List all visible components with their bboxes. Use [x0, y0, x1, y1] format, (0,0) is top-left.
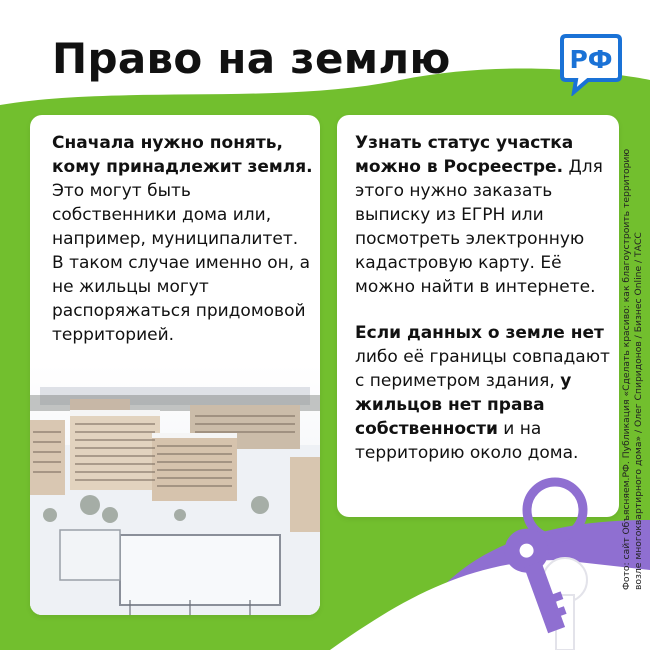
right-card-lead: Узнать статус участка можно в Росреестре. — [355, 133, 574, 177]
left-card-body: Это могут быть собственники дома или, например, муниципалитет. В таком случае именно он, а не жильцы могут распоряжаться придомовой территорией. — [52, 181, 310, 345]
rf-logo-icon — [558, 30, 624, 96]
left-card-lead: Сначала нужно понять, кому принадлежит земля. — [52, 133, 313, 177]
right-card-body-1: Для этого нужно заказать выписку из ЕГРН или посмотреть электронную кадастровую карту. Её можно найти в интернете. — [355, 157, 603, 297]
keys-icon — [470, 470, 630, 650]
right-card-body-3: и на территорию около дома. — [355, 419, 579, 463]
right-card-bold-2: у жильцов нет права собственности — [355, 371, 572, 439]
left-card-text — [52, 131, 314, 347]
right-card-paragraph-1 — [355, 131, 617, 299]
key-ring — [527, 482, 583, 538]
photo-credit-caption: Фото: сайт Объясняем.РФ. Публикация «Сделать красиво: как благоустроить территорию возле многоквартирного дома» / Олег Спиридонов / Бизнес Online / ТАСС — [621, 148, 644, 590]
snowy-apartments-photo — [30, 365, 320, 615]
right-card-body-2: либо её границы совпадают с периметром здания, — [355, 347, 610, 391]
right-card-bold-1: Если данных о земле нет — [355, 323, 604, 343]
left-card — [30, 115, 320, 615]
right-card-text — [355, 131, 617, 465]
page-title: Право на землю — [52, 34, 451, 83]
right-card — [337, 115, 619, 517]
logo-text: РФ — [569, 45, 613, 74]
right-card-paragraph-2 — [355, 321, 617, 465]
